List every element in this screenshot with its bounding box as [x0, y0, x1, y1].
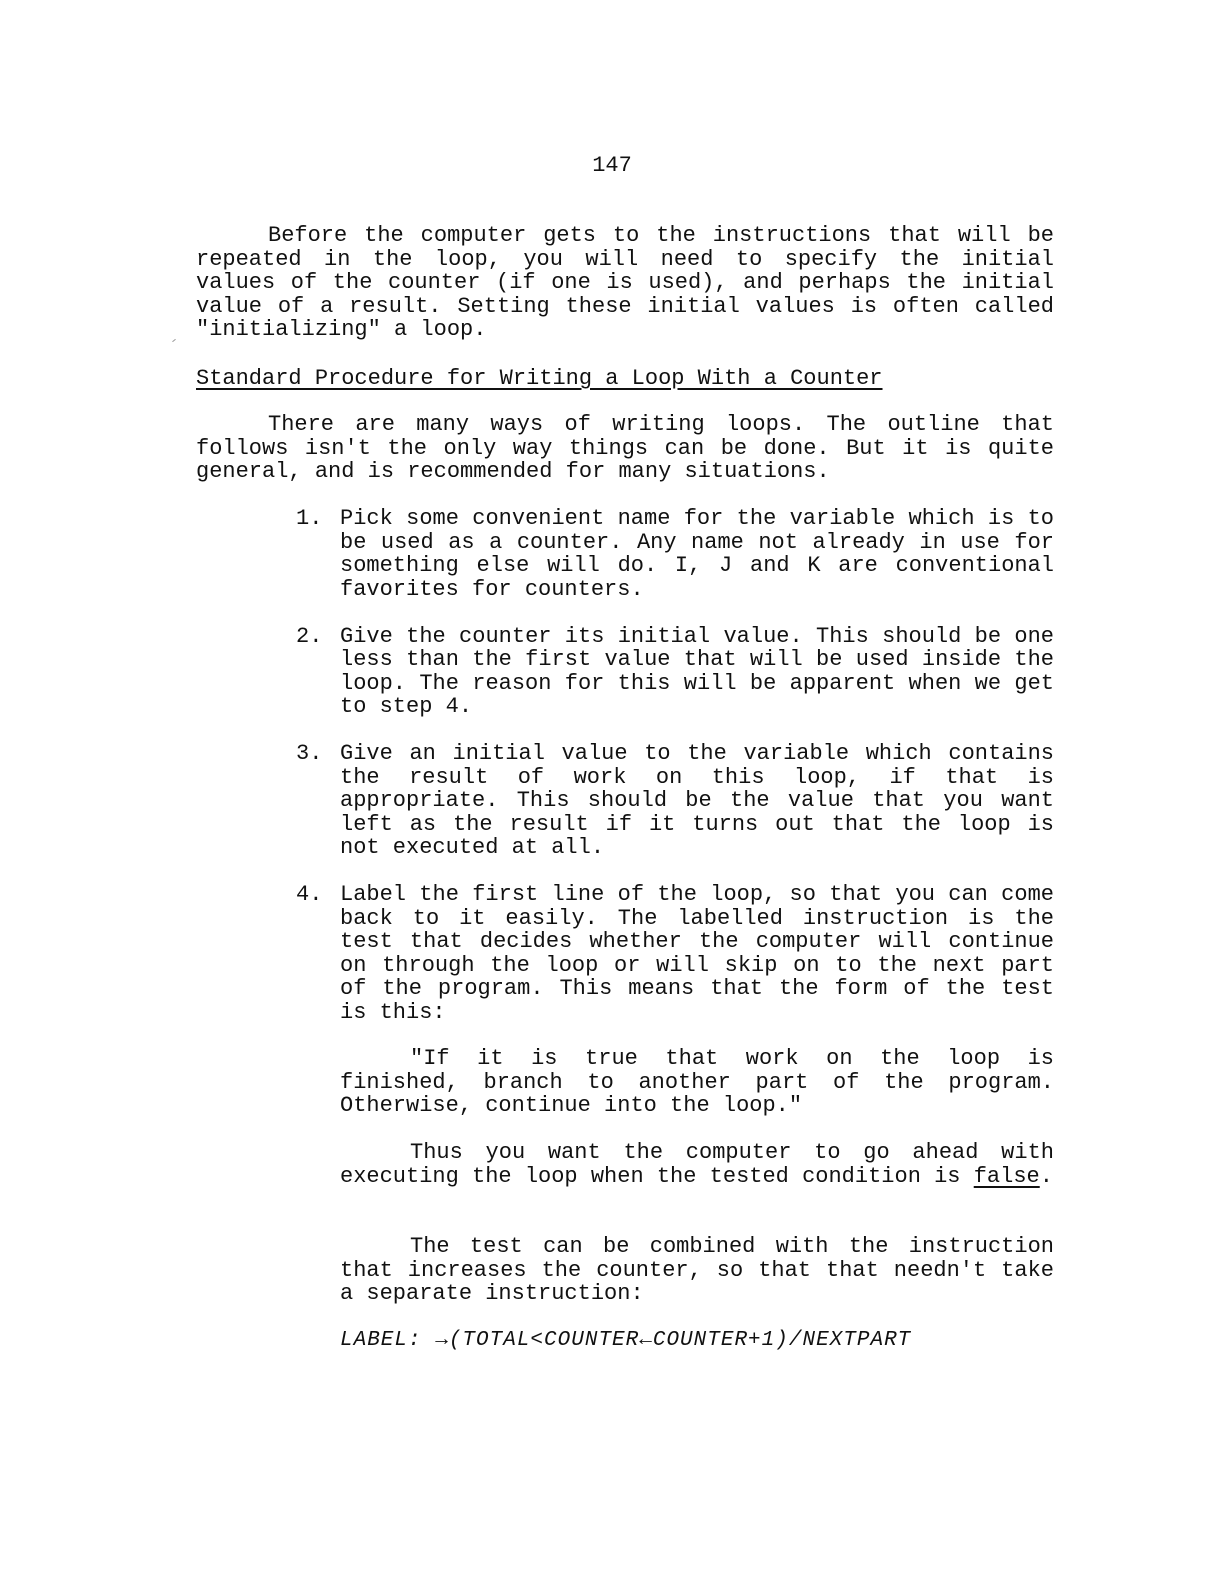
- intro-paragraph: Before the computer gets to the instructions that will be repeated in the loop, you will need to specify the initial values of the counter (if one is used), and perhaps the initial value of a result. Setting these initial values is often called "initializing" a loop.: [196, 223, 1054, 342]
- step-item-2: [296, 625, 1054, 719]
- thus-text: Thus you want the computer to go ahead with executing the loop when the tested condition is: [340, 1140, 1054, 1189]
- quoted-test-condition: "If it is true that work on the loop is finished, branch to another part of the program. Otherwise, continue into the loop.": [340, 1046, 1054, 1118]
- step-item-1: [296, 507, 1054, 601]
- section-heading: Standard Procedure for Writing a Loop With a Counter: [196, 366, 883, 391]
- thus-paragraph: [340, 1141, 1054, 1188]
- step-text: Label the first line of the loop, so that you can come back to it easily. The labelled instruction is the test that decides whether the computer will continue on through the loop or will skip on to the next part of the program. This means that the form of the test is this:: [340, 882, 1054, 1025]
- step-number: 4.: [296, 882, 323, 907]
- combine-paragraph: The test can be combined with the instruction that increases the counter, so that that needn't take a separate instruction:: [340, 1234, 1054, 1306]
- emphasis-false: false: [973, 1163, 1040, 1189]
- step-text: Pick some convenient name for the variable which is to be used as a counter. Any name not already in use for something else will do. I, J and K are conventional favorites for counters.: [340, 506, 1054, 602]
- step-item-4: [296, 883, 1054, 1024]
- step-item-3: [296, 742, 1054, 860]
- outline-intro-paragraph: There are many ways of writing loops. The outline that follows isn't the only way things can be done. But it is quite general, and is recommended for many situations.: [196, 412, 1054, 484]
- code-line: LABEL: →(TOTAL<COUNTER←COUNTER+1)/NEXTPART: [340, 1329, 912, 1352]
- step-text: Give an initial value to the variable which contains the result of work on this loop, if that is appropriate. This should be the value that you want left as the result if it turns out that the loop is not executed at all.: [340, 741, 1054, 860]
- step-text: Give the counter its initial value. This should be one less than the first value that will be used inside the loop. The reason for this will be apparent when we get to step 4.: [340, 623, 1054, 719]
- procedure-steps: [296, 507, 1054, 1048]
- thus-end: .: [1039, 1163, 1053, 1189]
- page-number: 147: [592, 153, 632, 178]
- step-number: 2.: [296, 623, 323, 649]
- step-number: 1.: [296, 506, 323, 531]
- margin-mark: [172, 339, 176, 342]
- step-number: 3.: [296, 741, 323, 766]
